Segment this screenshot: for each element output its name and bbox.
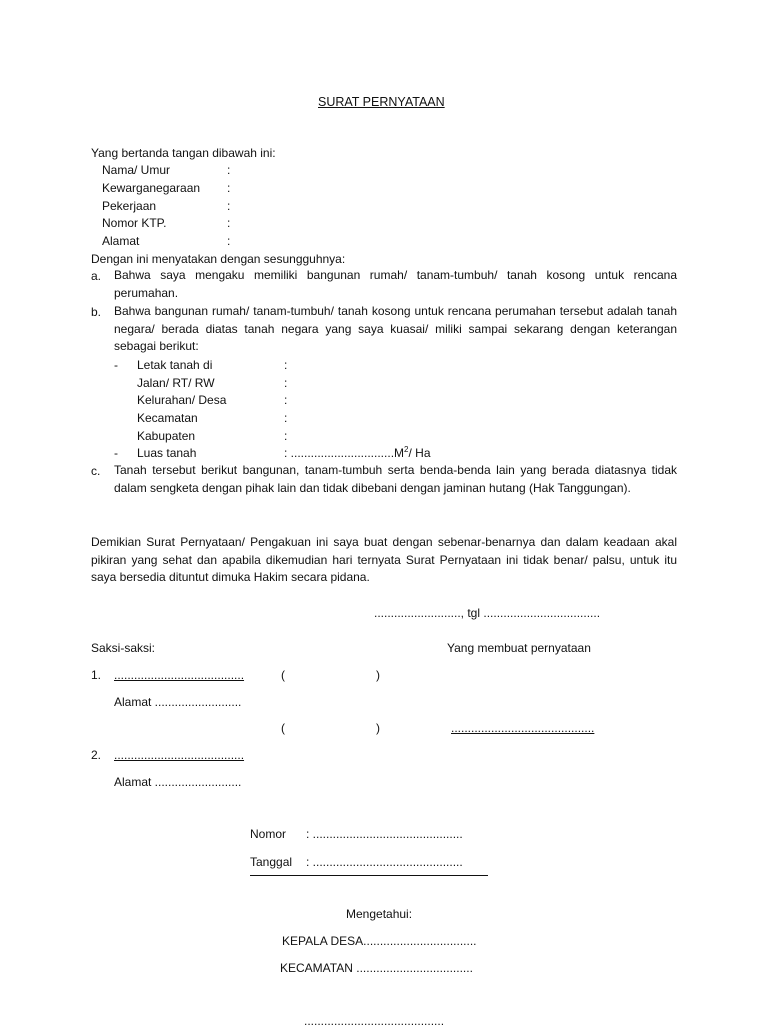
witness-1-name-line: ....................................... xyxy=(114,668,245,682)
witnesses-label: Saksi-saksi: xyxy=(91,641,156,655)
witness-1-open-paren: ( xyxy=(281,668,285,682)
registry-number-label: Nomor xyxy=(250,827,287,841)
closing-paragraph: Demikian Surat Pernyataan/ Pengakuan ini saya buat dengan sebenar-benarnya dan dalam keadaan akal pikiran yang sehat dan apabila dikemudian hari ternyata Surat Pernyataan ini tidak benar/ palsu, untuk itu saya bersedia dituntut dimuka Hakim secara pidana. xyxy=(91,535,677,584)
field-colon: : xyxy=(227,163,231,177)
list-dash: - xyxy=(114,358,118,372)
land-label-location: Letak tanah di xyxy=(137,358,213,372)
field-colon: : xyxy=(284,358,288,372)
field-colon: : xyxy=(284,393,288,407)
witness-2-name-line: ....................................... xyxy=(114,748,245,762)
place-date-line: .........................., tgl ................................... xyxy=(374,606,601,620)
document-title: SURAT PERNYATAAN xyxy=(318,95,445,109)
land-label-village: Kelurahan/ Desa xyxy=(137,393,227,407)
land-label-regency: Kabupaten xyxy=(137,429,196,443)
land-label-area: Luas tanah xyxy=(137,446,197,460)
registry-number-value: : ............................................. xyxy=(306,827,463,841)
acknowledgement-label: Mengetahui: xyxy=(346,907,413,921)
declarant-signature-line: ........................................... xyxy=(451,721,595,735)
intro-text: Yang bertanda tangan dibawah ini: xyxy=(91,146,276,160)
field-label-occupation: Pekerjaan xyxy=(102,199,157,213)
registry-divider xyxy=(250,875,488,876)
land-label-district: Kecamatan xyxy=(137,411,198,425)
land-label-street: Jalan/ RT/ RW xyxy=(137,376,215,390)
field-label-address: Alamat xyxy=(102,234,140,248)
item-b-marker: b. xyxy=(91,305,102,319)
witness-1-address: Alamat .......................... xyxy=(114,695,242,709)
item-c-text: Tanah tersebut berikut bangunan, tanam-tumbuh serta benda-benda lain yang berada diatasnya tidak dalam sengketa dengan pihak lain dan tidak dibebani dengan jaminan hutang (Hak Tanggungan). xyxy=(114,463,677,495)
land-area-value: : $...............................M^2/$ Ha xyxy=(284,445,431,460)
item-b-text: Bahwa bangunan rumah/ tanam-tumbuh/ tanah kosong untuk rencana perumahan tersebut adalah tanah negara/ berada diatas tanah negara yang saya kuasai/ miliki sampai sekarang dengan keterangan sebagai berikut: xyxy=(114,304,677,353)
witness-2-address: Alamat .......................... xyxy=(114,775,242,789)
witness-1-number: 1. xyxy=(91,668,102,682)
field-label-citizenship: Kewarganegaraan xyxy=(102,181,201,195)
item-c-marker: c. xyxy=(91,464,101,478)
witness-1-close-paren: ) xyxy=(376,668,380,682)
list-dash: - xyxy=(114,446,118,460)
witness-2-number: 2. xyxy=(91,748,102,762)
field-colon: : xyxy=(227,216,231,230)
village-head-line: KEPALA DESA.................................. xyxy=(282,934,477,948)
declaration-intro: Dengan ini menyatakan dengan sesungguhnya: xyxy=(91,252,346,266)
field-colon: : xyxy=(284,429,288,443)
item-a-text: Bahwa saya mengaku memiliki bangunan rumah/ tanam-tumbuh/ tanah kosong untuk rencana perumahan. xyxy=(114,268,677,300)
field-colon: : xyxy=(284,411,288,425)
signature-close-paren: ) xyxy=(376,721,380,735)
field-label-name-age: Nama/ Umur xyxy=(102,163,171,177)
item-a-marker: a. xyxy=(91,269,102,283)
declarant-label: Yang membuat pernyataan xyxy=(447,641,591,655)
field-colon: : xyxy=(227,199,231,213)
signature-open-paren: ( xyxy=(281,721,285,735)
field-colon: : xyxy=(284,376,288,390)
field-label-id-number: Nomor KTP. xyxy=(102,216,167,230)
registry-date-value: : ............................................. xyxy=(306,855,463,869)
field-colon: : xyxy=(227,181,231,195)
district-line: KECAMATAN ................................... xyxy=(280,961,473,975)
acknowledgement-signature-line: .......................................... xyxy=(304,1014,445,1028)
field-colon: : xyxy=(227,234,231,248)
registry-date-label: Tanggal xyxy=(250,855,293,869)
